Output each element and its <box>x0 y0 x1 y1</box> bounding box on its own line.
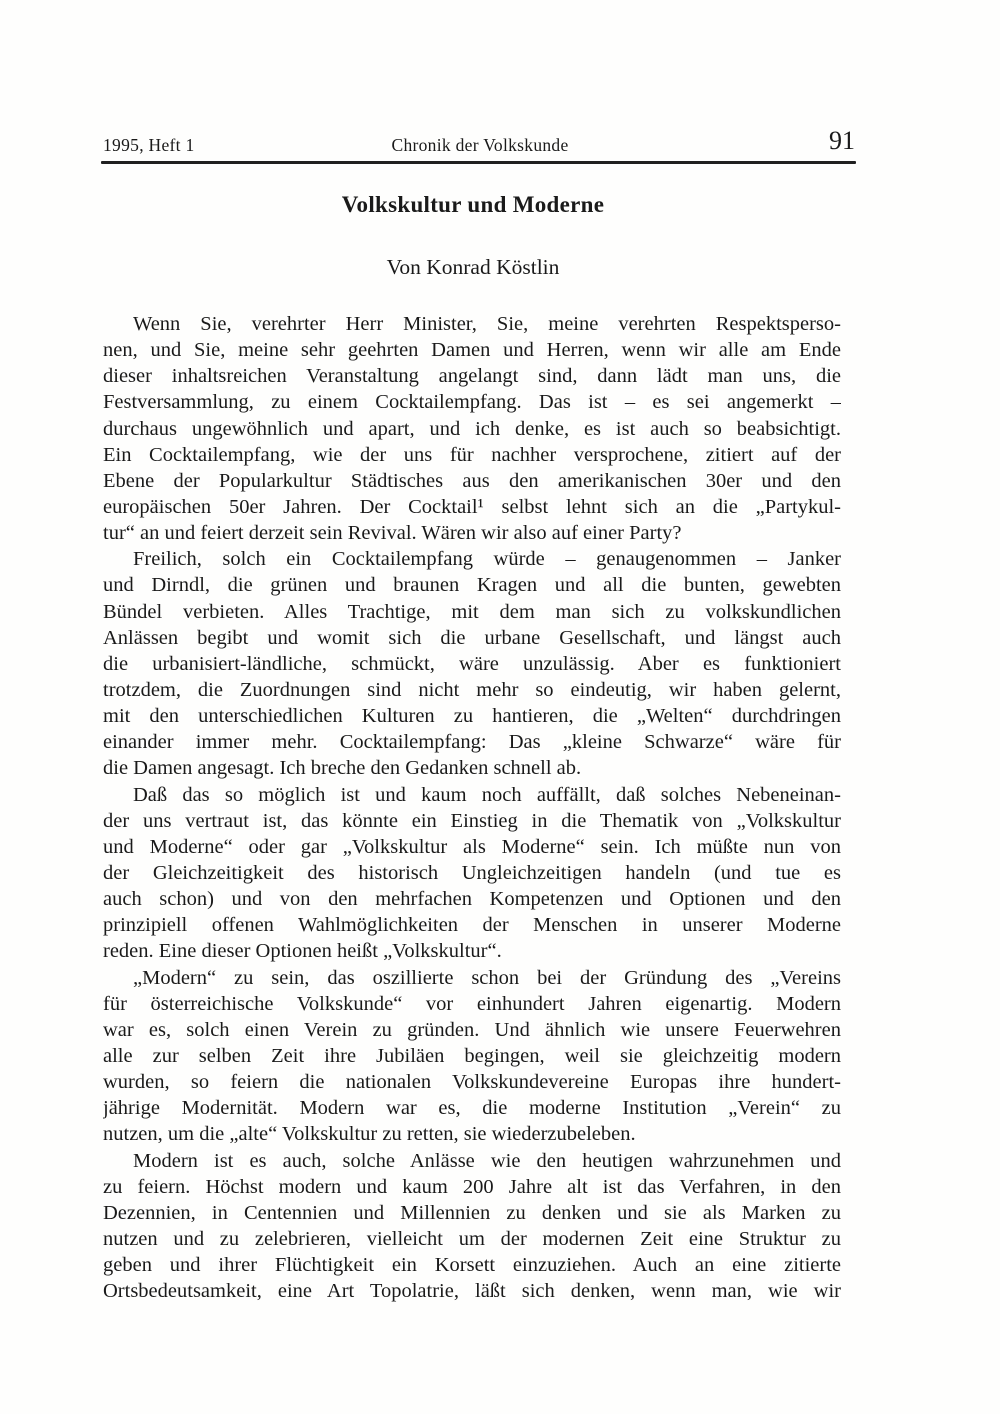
text-line: war es, solch einen Verein zu gründen. Und ähnlich wie unsere Feuerwehren <box>103 1018 841 1041</box>
text-line: „Modern“ zu sein, das oszillierte schon bei der Gründung des „Vereins <box>133 966 841 989</box>
text-line: der uns vertraut ist, das könnte ein Einstieg in die Thematik von „Volkskultur <box>103 809 841 832</box>
text-line: Festversammlung, zu einem Cocktailempfang. Das ist – es sei angemerkt – <box>103 391 841 414</box>
text-line: Ein Cocktailempfang, wie der uns für nachher versprochene, zitiert auf der <box>103 443 841 466</box>
text-line: nutzen, um die „alte“ Volkskultur zu retten, sie wiederzubeleben. <box>103 1123 636 1146</box>
text-line: Ebene der Popularkultur Städtisches aus den amerikanischen 30er und den <box>103 469 841 492</box>
text-line: Dezennien, in Centennien und Millennien zu denken und sie als Marken zu <box>103 1201 841 1224</box>
text-line: einander immer mehr. Cocktailempfang: Das „kleine Schwarze“ wäre für <box>103 731 841 754</box>
text-line: auch schon) und von den mehrfachen Kompetenzen und Optionen und den <box>103 888 841 911</box>
running-header <box>103 126 857 156</box>
header-issue-label: 1995, Heft 1 <box>103 135 195 155</box>
text-line: Bündel verbieten. Alles Trachtige, mit dem man sich zu volkskundlichen <box>103 600 841 623</box>
text-line: der Gleichzeitigkeit des historisch Ungleichzeitigen handeln (und tue es <box>103 861 841 884</box>
article-body <box>103 311 841 1304</box>
text-line: für österreichische Volkskunde“ vor einhundert Jahren eigenartig. Modern <box>103 992 841 1015</box>
header-rule-divider <box>101 161 856 164</box>
paragraph <box>103 311 841 546</box>
paragraph <box>103 782 841 965</box>
text-line: nen, und Sie, meine sehr geehrten Damen und Herren, wenn wir alle am Ende <box>103 339 841 362</box>
paragraph <box>103 546 841 781</box>
header-journal-title: Chronik der Volkskunde <box>391 135 569 155</box>
text-line: wurden, so feiern die nationalen Volkskundevereine Europas ihre hundert- <box>103 1071 841 1094</box>
text-line: jährige Modernität. Modern war es, die moderne Institution „Verein“ zu <box>103 1097 841 1120</box>
text-line: Freilich, solch ein Cocktailempfang würde – genaugenommen – Janker <box>133 548 841 571</box>
article-title: Volkskultur und Moderne <box>341 192 605 217</box>
paragraph <box>103 1148 841 1305</box>
text-line: und Dirndl, die grünen und braunen Kragen und all die bunten, gewebten <box>103 574 841 597</box>
text-line: die urbanisiert-ländliche, schmückt, wäre unzulässig. Aber es funktioniert <box>103 652 841 675</box>
text-line: Daß das so möglich ist und kaum noch auffällt, daß solches Nebeneinan- <box>133 783 841 806</box>
text-line: trotzdem, die Zuordnungen sind nicht mehr so eindeutig, wir haben gelernt, <box>103 678 841 701</box>
paragraph <box>103 965 841 1148</box>
text-line: Wenn Sie, verehrter Herr Minister, Sie, meine verehrten Respektsperso- <box>133 313 841 335</box>
text-line: tur“ an und feiert derzeit sein Revival. Wären wir also auf einer Party? <box>103 522 682 545</box>
text-line: die Damen angesagt. Ich breche den Gedanken schnell ab. <box>103 757 582 780</box>
text-line: alle zur selben Zeit ihre Jubiläen begingen, weil sie gleichzeitig modern <box>103 1044 841 1067</box>
text-line: zu feiern. Höchst modern und kaum 200 Jahre alt ist das Verfahren, in den <box>103 1175 841 1198</box>
article-byline: Von Konrad Köstlin <box>386 255 560 279</box>
text-line: europäischen 50er Jahren. Der Cocktail¹ selbst lehnt sich an die „Partykul- <box>103 495 841 518</box>
text-line: dieser inhaltsreichen Veranstaltung angelangt sind, dann lädt man uns, die <box>103 365 841 388</box>
text-line: nutzen und zu zelebrieren, vielleicht um der modernen Zeit eine Struktur zu <box>103 1227 841 1250</box>
text-line: Anlässen begibt und womit sich die urbane Gesellschaft, und längst auch <box>103 626 841 649</box>
text-line: mit den unterschiedlichen Kulturen zu hantieren, die „Welten“ durchdringen <box>103 705 841 728</box>
text-line: reden. Eine dieser Optionen heißt „Volkskultur“. <box>103 940 502 963</box>
text-line: durchaus ungewöhnlich und apart, und ich denke, es ist auch so beabsichtigt. <box>103 417 841 440</box>
text-line: Modern ist es auch, solche Anlässe wie den heutigen wahrzunehmen und <box>133 1149 841 1172</box>
text-line: prinzipiell offenen Wahlmöglichkeiten der Menschen in unserer Moderne <box>103 914 841 937</box>
text-line: geben und ihrer Flüchtigkeit ein Korsett einzuziehen. Auch an eine zitierte <box>103 1254 841 1277</box>
text-line: Ortsbedeutsamkeit, eine Art Topolatrie, läßt sich denken, wenn man, wie wir <box>103 1280 841 1303</box>
header-page-number: 91 <box>829 126 855 155</box>
text-line: und Moderne“ oder gar „Volkskultur als Moderne“ sein. Ich müßte nun von <box>103 835 841 858</box>
